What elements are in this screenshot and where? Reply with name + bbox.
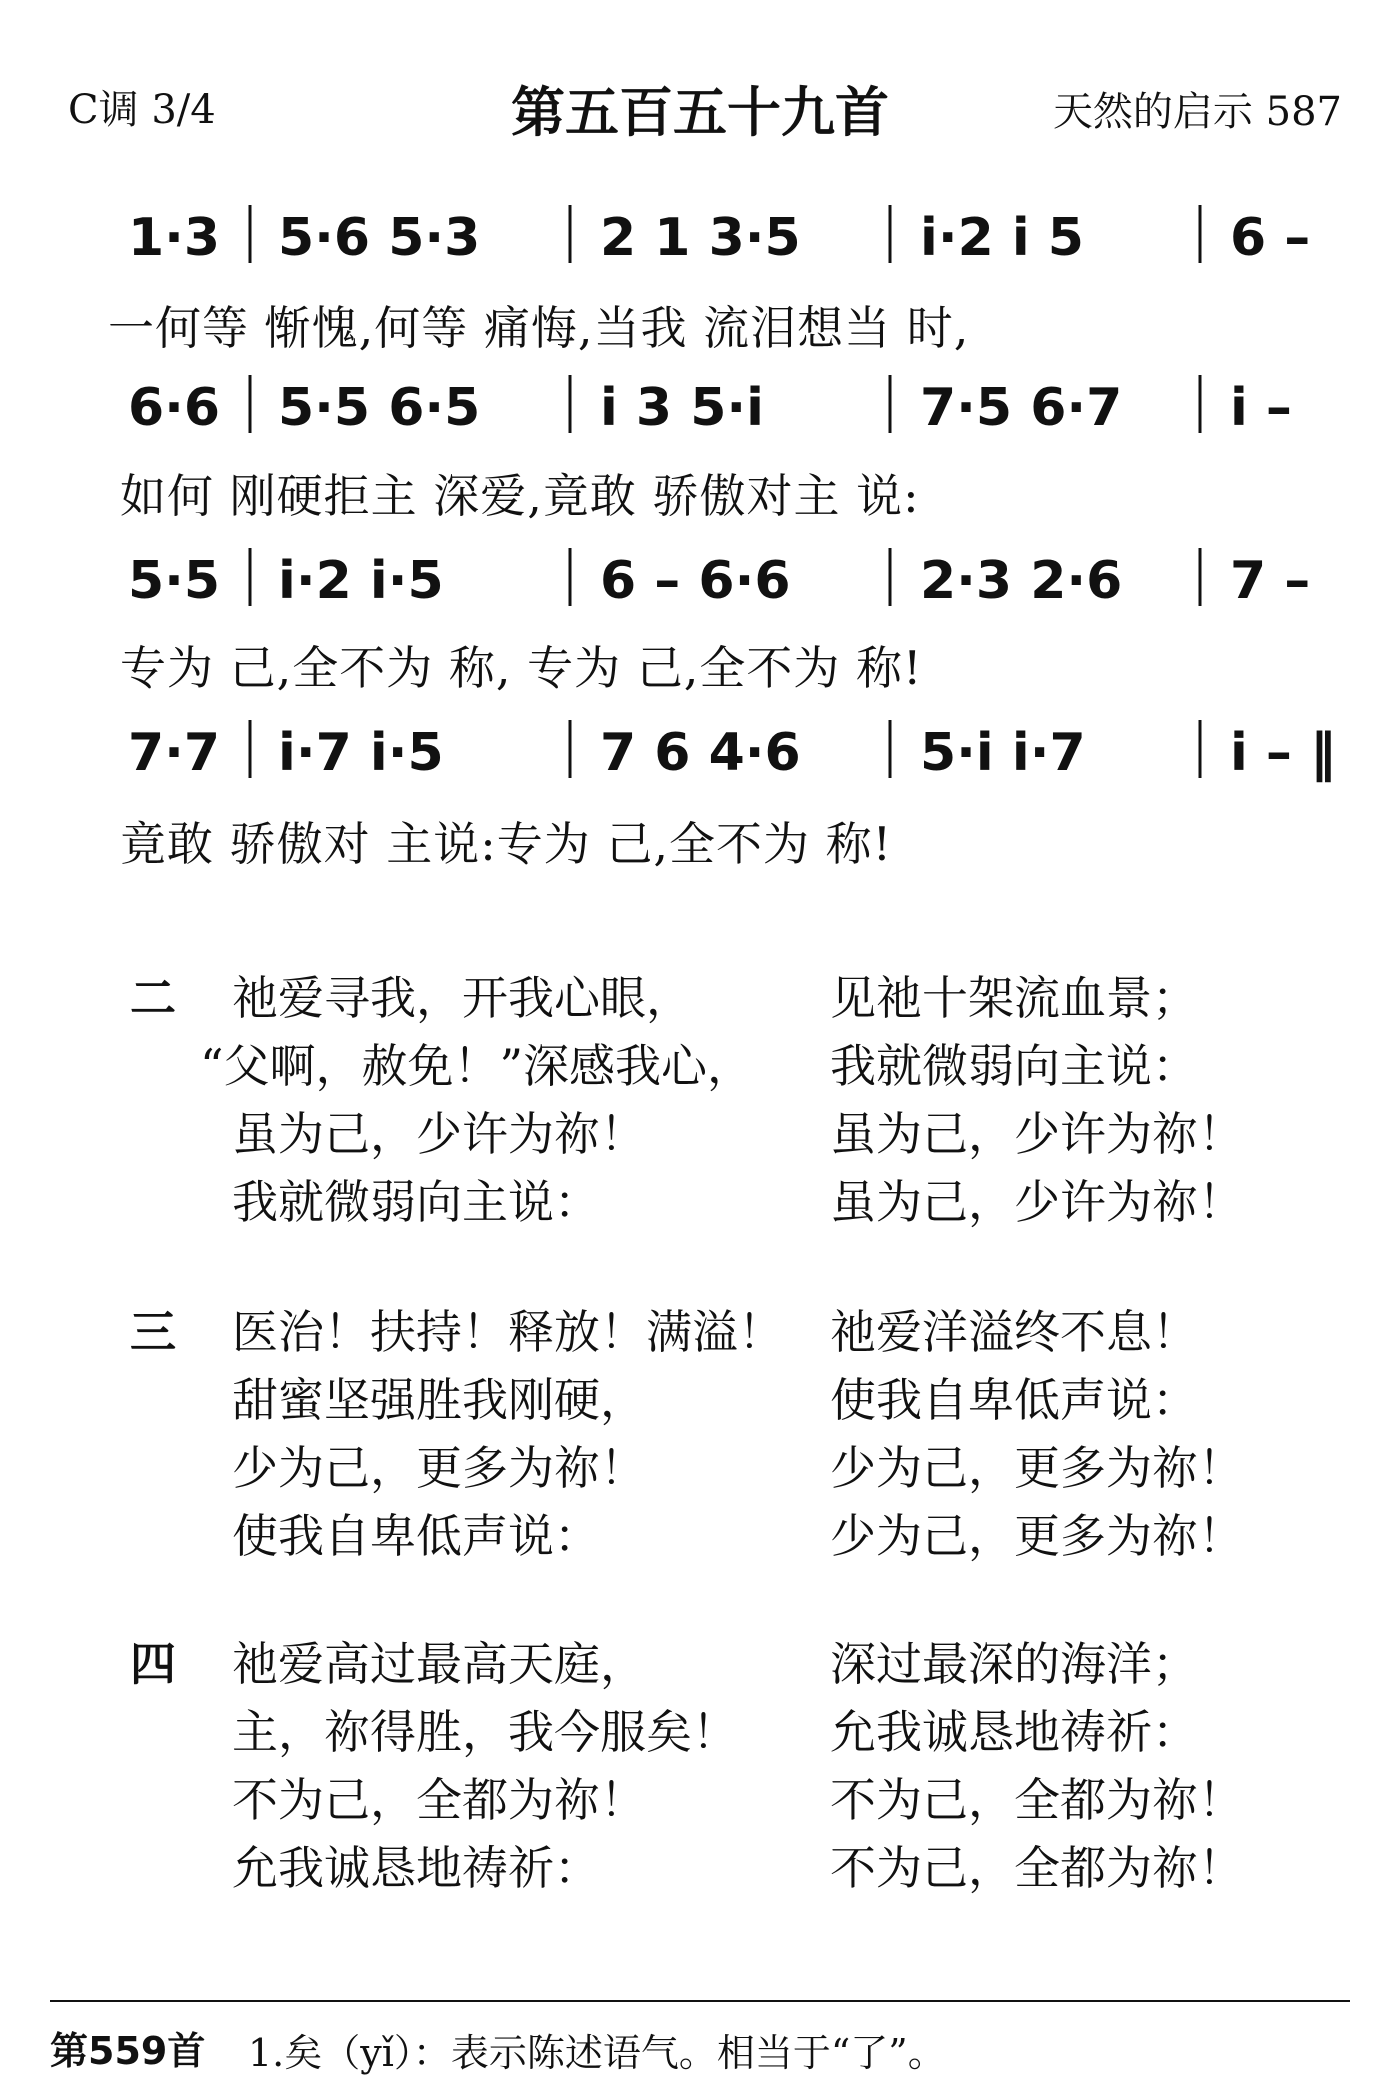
verse-line: 主，祢得胜，我今服矣！ [232,1705,738,1759]
notation-measure: 6·6 [128,378,221,438]
source-reference: 天然的启示 587 [1052,89,1342,135]
notation-measure: 7·5 6·7 [920,378,1123,438]
notation-measure: i 3 5·i [600,378,764,438]
verse-line: 虽为己，少许为祢！ [830,1175,1244,1229]
verse-line: 甜蜜坚强胜我刚硬， [232,1373,646,1427]
lyric-line-3: 专为 己,全不为 称, 专为 己,全不为 称! [120,641,923,695]
notation-measure: 1·3 [128,208,221,268]
verse-line: 祂爱洋溢终不息！ [830,1305,1198,1359]
notation-measure: 5·5 6·5 [278,378,481,438]
verse-line: “父啊，赦免！”深感我心， [200,1039,754,1093]
verse-line: 祂爱高过最高天庭， [232,1637,646,1691]
verse-line: 祂爱寻我，开我心眼， [232,971,692,1025]
footnote-text: 1.矣（yǐ）：表示陈述语气。相当于“了”。 [248,2031,946,2075]
notation-measure: i – ‖ [1230,723,1337,783]
verse-line: 少为己，更多为祢！ [830,1509,1244,1563]
notation-measure: i·2 i 5 [920,208,1084,268]
verse-line: 少为己，更多为祢！ [232,1441,646,1495]
verse-line: 我就微弱向主说： [232,1175,600,1229]
verse-line: 深过最深的海洋； [830,1637,1198,1691]
verse-line: 虽为己，少许为祢！ [830,1107,1244,1161]
verse-number: 二 [130,971,176,1025]
notation-measure: 5·6 5·3 [278,208,481,268]
verse-line: 允我诚恳地祷祈： [232,1841,600,1895]
verse-line: 见祂十架流血景； [830,971,1198,1025]
hymn-title: 第五百五十九首 [511,81,889,144]
lyric-line-1: 一何等 惭愧,何等 痛悔,当我 流泪想当 时, [108,301,970,355]
notation-measure: i·2 i·5 [278,551,444,611]
notation-measure: 6 – 6·6 [600,551,791,611]
verse-line: 我就微弱向主说： [830,1039,1198,1093]
verse-line: 使我自卑低声说： [830,1373,1198,1427]
verse-line: 不为己，全都为祢！ [232,1773,646,1827]
notation-measure: 7·7 [128,723,221,783]
lyric-line-2: 如何 刚硬拒主 深爱,竟敢 骄傲对主 说: [120,469,920,523]
verse-line: 不为己，全都为祢！ [830,1841,1244,1895]
lyric-line-4: 竟敢 骄傲对 主说:专为 己,全不为 称! [120,817,893,871]
verse-number: 四 [130,1637,176,1691]
verse-line: 少为己，更多为祢！ [830,1441,1244,1495]
verse-number: 三 [130,1305,176,1359]
jianpu-score [0,0,1400,900]
verse-line: 虽为己，少许为祢！ [232,1107,646,1161]
notation-measure: i·7 i·5 [278,723,444,783]
footnote-divider [50,2000,1350,2002]
notation-measure: 7 6 4·6 [600,723,801,783]
notation-measure: i – [1230,378,1292,438]
key-signature: C调 3/4 [68,87,216,133]
verse-line: 使我自卑低声说： [232,1509,600,1563]
footnote-label: 第559首 [50,2029,206,2073]
notation-measure: 5·i i·7 [920,723,1086,783]
verse-line: 允我诚恳地祷祈： [830,1705,1198,1759]
notation-measure: 7 – [1230,551,1311,611]
verse-line: 不为己，全都为祢！ [830,1773,1244,1827]
notation-measure: 5·5 [128,551,221,611]
notation-measure: 6 – [1230,208,1311,268]
verse-line: 医治！扶持！释放！满溢！ [232,1305,784,1359]
notation-measure: 2 1 3·5 [600,208,801,268]
notation-measure: 2·3 2·6 [920,551,1123,611]
